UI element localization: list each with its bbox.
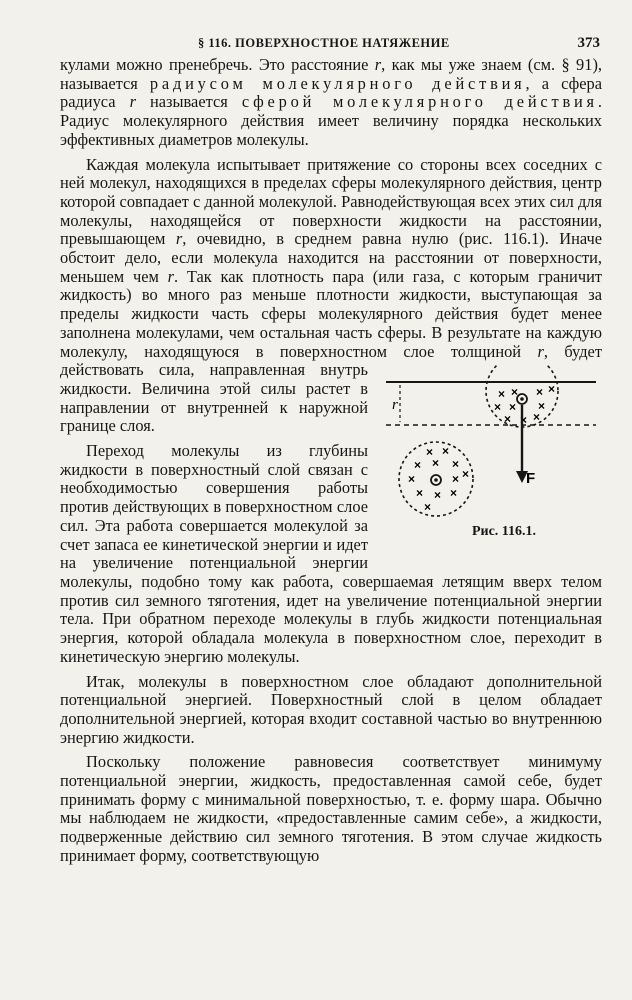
label-f: F bbox=[526, 470, 536, 488]
text-run: . Так как плотность пара (или газа, с которым граничит жидкость) во много раз меньше плотности жидкости, выступающая за пределы жидкости часть сферы молекулярного действия будет менее заполнена молекулами, чем остальная часть сферы. В результате на каждую молекулу, находящуюся в поверхностном слое толщиной bbox=[60, 266, 602, 361]
svg-text:×: × bbox=[548, 382, 556, 397]
text-run: , а сфера радиуса bbox=[60, 73, 602, 112]
italic-r: r bbox=[175, 229, 183, 249]
svg-text:×: × bbox=[452, 472, 460, 487]
figure-116-1 bbox=[380, 365, 602, 553]
paragraph-2 bbox=[60, 154, 602, 540]
svg-text:×: × bbox=[452, 457, 460, 472]
surface-molecule-core bbox=[520, 397, 524, 401]
svg-text:×: × bbox=[434, 488, 442, 503]
label-r: r bbox=[392, 397, 398, 414]
page-number: 373 bbox=[577, 35, 600, 51]
surface-layer-diagram bbox=[380, 365, 602, 520]
svg-text:×: × bbox=[424, 500, 432, 515]
svg-text:×: × bbox=[520, 413, 528, 428]
text-run: называется bbox=[135, 92, 242, 112]
text-run: Каждая молекула испытывает притяжение со стороны всех соседних с ней молекул, находящихся в пределах сферы молекулярного действия, центр которой совпадает с данной молекулой. Равнодействующая всех этих сил для молекулы, находящейся от поверхности жидкости на расстоянии, превышающем bbox=[60, 154, 602, 249]
svg-text:×: × bbox=[414, 458, 422, 473]
svg-text:×: × bbox=[538, 399, 546, 414]
svg-text:×: × bbox=[494, 400, 502, 415]
italic-r: r bbox=[129, 92, 136, 112]
svg-text:×: × bbox=[450, 486, 458, 501]
italic-r: r bbox=[167, 266, 175, 286]
svg-text:×: × bbox=[416, 486, 424, 501]
spaced-term: сферой молекулярного действия bbox=[241, 92, 598, 112]
svg-text:×: × bbox=[498, 387, 506, 402]
svg-text:×: × bbox=[536, 385, 544, 400]
svg-text:×: × bbox=[511, 385, 519, 400]
italic-r: r bbox=[374, 55, 382, 74]
svg-text:×: × bbox=[509, 400, 517, 415]
paragraph-1 bbox=[60, 56, 602, 150]
paragraph-5: Поскольку положение равновесия соответствует минимуму потенциальной энергии, жидкость, предоставленная самой себе, будет принимать форму с минимальной поверхностью, т. е. форму шара. Обычно мы наблюдаем не жидкости, «предоставленные самим себе», а жидкости, подверженные действию сил земного тяготения. В этом случае жидкость принимает форму, соответствующую bbox=[60, 752, 602, 865]
svg-text:×: × bbox=[426, 445, 434, 460]
svg-text:×: × bbox=[408, 472, 416, 487]
molecule-marks-deep bbox=[408, 444, 469, 514]
body-text bbox=[60, 56, 602, 872]
text-run: . Радиус молекулярного действия имеет величину порядка нескольких эффективных диаметров молекулы. bbox=[60, 92, 602, 149]
paragraph-4: Итак, молекулы в поверхностном слое обладают дополнительной потенциальной энергией. Поверхностный слой в целом обладает дополнительной энергией, которая входит составной частью во внутреннюю энергию жидкости. bbox=[60, 671, 602, 747]
spaced-term: радиусом молекулярного действия bbox=[149, 73, 526, 93]
deep-molecule-core bbox=[434, 478, 438, 482]
text-run: кулами можно пренебречь. Это расстояние bbox=[60, 55, 375, 74]
svg-text:×: × bbox=[432, 456, 440, 471]
molecule-marks-top bbox=[494, 382, 555, 427]
paragraph-3: Переход молекулы из глубины жидкости в поверхностный слой связан с необходимостью совершения работы против действующих в поверхностном слое сил. Эта работа совершается молекулой за счет запаса ее кинетической энергии и идет на увеличение потенциальной энергии молекулы, подобно тому как работа, совершаемая летящим вверх телом против сил земного тяготения, идет на увеличение потенциальной энергии тела. При обратном переходе молекулы в глубь жидкости потенциальная энергия, которой обладала молекула в поверхностном слое, переходит в кинетическую энергию молекулы. bbox=[60, 441, 602, 666]
text-run: , будет действовать сила, направленная внутрь жидкости. Величина этой силы растет в направлении от внутренней к наружной границе слоя. bbox=[60, 341, 602, 436]
text-run: , как мы уже знаем (см. § 91), называется bbox=[60, 55, 602, 93]
italic-r: r bbox=[537, 341, 544, 361]
text-run: , очевидно, в среднем равна нулю (рис. 116.1). Иначе обстоит дело, если молекула находится на расстоянии от поверхности, меньшем чем bbox=[60, 229, 602, 286]
svg-text:×: × bbox=[462, 467, 470, 482]
svg-text:×: × bbox=[504, 412, 512, 427]
figure-caption: Рис. 116.1. bbox=[471, 524, 537, 540]
svg-text:×: × bbox=[442, 444, 450, 459]
section-title: § 116. ПОВЕРХНОСТНОЕ НАТЯЖЕНИЕ bbox=[198, 36, 450, 50]
svg-text:×: × bbox=[533, 410, 541, 425]
